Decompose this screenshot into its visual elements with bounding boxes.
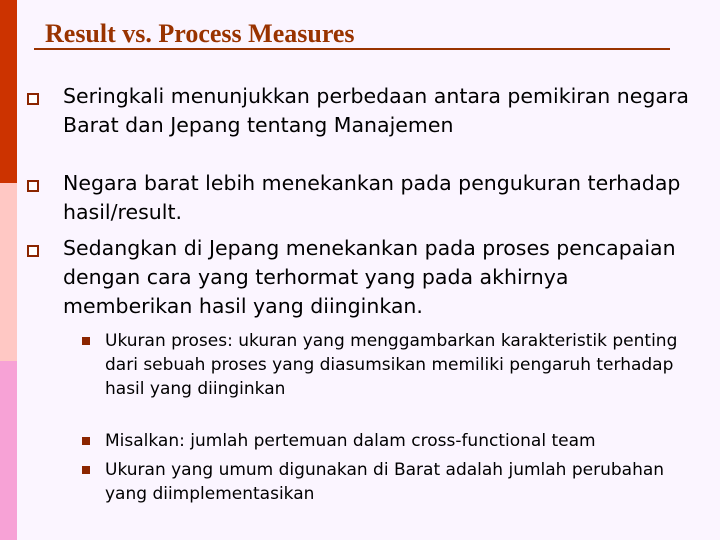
hollow-square-icon xyxy=(27,245,39,257)
filled-square-icon xyxy=(82,466,90,474)
hollow-square-icon xyxy=(27,93,39,105)
sub-bullet-item: Ukuran yang umum digunakan di Barat adalah jumlah perubahan yang diimplementasikan xyxy=(105,460,665,504)
title-underline xyxy=(34,48,670,50)
sub-bullet-item: Ukuran proses: ukuran yang menggambarkan karakteristik penting dari sebuah proses yang diasumsikan memiliki pengaruh terhadap hasil yang diinginkan xyxy=(105,331,678,399)
filled-square-icon xyxy=(82,437,90,445)
bullet-item: Sedangkan di Jepang menekankan pada proses pencapaian dengan cara yang terhormat yang pada akhirnya memberikan hasil yang diinginkan. xyxy=(63,236,676,318)
accent-strip-bottom xyxy=(0,361,17,540)
hollow-square-icon xyxy=(27,180,39,192)
filled-square-icon xyxy=(82,337,90,345)
accent-strip-middle xyxy=(0,183,17,361)
sub-bullet-item: Misalkan: jumlah pertemuan dalam cross-functional team xyxy=(105,431,596,451)
bullet-item: Negara barat lebih menekankan pada pengukuran terhadap hasil/result. xyxy=(63,171,681,224)
accent-strip-top xyxy=(0,0,17,183)
slide-title: Result vs. Process Measures xyxy=(45,19,355,48)
bullet-item: Seringkali menunjukkan perbedaan antara pemikiran negara Barat dan Jepang tentang Manajemen xyxy=(63,84,689,137)
